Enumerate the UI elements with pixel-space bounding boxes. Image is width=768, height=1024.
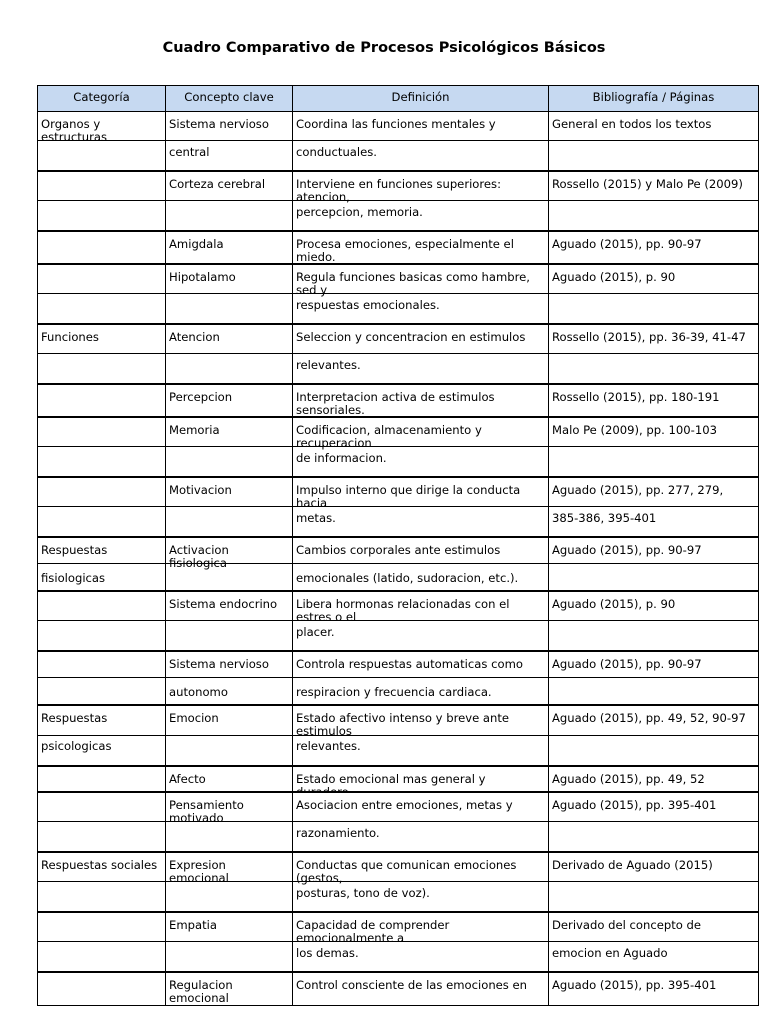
cell-text-con: Emocion bbox=[169, 711, 219, 725]
table-cell bbox=[37, 293, 166, 324]
cell-text-bib: Aguado (2015), pp. 277, 279, bbox=[552, 483, 724, 497]
table-cell bbox=[37, 620, 166, 651]
cell-text-con: Empatia bbox=[169, 918, 217, 932]
cell-text-bib: General en todos los textos bbox=[552, 117, 712, 131]
cell-text-bib: Aguado (2015), pp. 395-401 bbox=[552, 978, 717, 992]
column-header-label: Definición bbox=[391, 90, 450, 104]
cell-text-cat: psicologicas bbox=[41, 738, 112, 753]
cell-text-con: Expresion emocional bbox=[169, 858, 229, 885]
cell-text-bib: 385-386, 395-401 bbox=[552, 510, 657, 525]
cell-text-def: Seleccion y concentracion en estimulos bbox=[296, 330, 526, 344]
table-cell bbox=[37, 766, 166, 792]
cell-text-def: relevantes. bbox=[296, 357, 361, 372]
table-cell bbox=[37, 171, 166, 201]
table-cell bbox=[548, 620, 759, 651]
cell-text-con: autonomo bbox=[169, 684, 228, 699]
table-cell bbox=[37, 140, 166, 171]
cell-text-def: Capacidad de comprender emocionalmente a bbox=[296, 918, 450, 945]
cell-text-def: Estado emocional mas general y bbox=[296, 772, 486, 786]
column-header-label: Bibliografía / Páginas bbox=[592, 90, 715, 104]
cell-text-con: central bbox=[169, 144, 210, 159]
table-cell bbox=[37, 792, 166, 822]
cell-text-def: Impulso interno que dirige la conducta hacia bbox=[296, 483, 521, 510]
table-cell bbox=[37, 972, 166, 1006]
document-title: Cuadro Comparativo de Procesos Psicológicos Básicos bbox=[162, 40, 606, 56]
cell-text-def: Estado afectivo intenso y breve ante estimulos bbox=[296, 711, 510, 738]
cell-text-cat: Respuestas bbox=[41, 543, 108, 557]
cell-text-bib: Aguado (2015), p. 90 bbox=[552, 597, 676, 611]
table-cell bbox=[165, 821, 293, 852]
cell-text-bib: Rossello (2015), pp. 180-191 bbox=[552, 390, 720, 404]
cell-text-def: metas. bbox=[296, 510, 336, 525]
table-cell bbox=[37, 677, 166, 705]
cell-text-cat: Respuestas sociales bbox=[41, 858, 158, 872]
cell-text-bib: Derivado de Aguado (2015) bbox=[552, 858, 713, 872]
table-cell bbox=[165, 200, 293, 231]
cell-text-def: posturas, tono de voz). bbox=[296, 885, 430, 900]
table-cell bbox=[548, 821, 759, 852]
table-cell bbox=[37, 353, 166, 384]
table-cell bbox=[548, 353, 759, 384]
cell-text-def: Procesa emociones, especialmente el miedo. bbox=[296, 237, 514, 264]
table-cell bbox=[37, 417, 166, 447]
table-cell bbox=[37, 506, 166, 537]
cell-text-def: percepcion, memoria. bbox=[296, 204, 423, 219]
cell-text-bib: Aguado (2015), pp. 49, 52 bbox=[552, 772, 705, 786]
cell-text-bib: Aguado (2015), p. 90 bbox=[552, 270, 676, 284]
table-cell bbox=[548, 735, 759, 766]
cell-text-def: relevantes. bbox=[296, 738, 361, 753]
cell-text-def: Codificacion, almacenamiento y recuperacion bbox=[296, 423, 482, 450]
table-cell bbox=[165, 941, 293, 972]
table-cell bbox=[165, 353, 293, 384]
cell-text-con: Hipotalamo bbox=[169, 270, 236, 284]
cell-text-bib: Aguado (2015), pp. 49, 52, 90-97 bbox=[552, 711, 746, 725]
table-cell bbox=[37, 264, 166, 294]
table-cell bbox=[548, 140, 759, 171]
table-cell bbox=[165, 620, 293, 651]
cell-text-def: Control consciente de las emociones en bbox=[296, 978, 528, 992]
cell-text-def: de informacion. bbox=[296, 450, 387, 465]
cell-text-con: Amigdala bbox=[169, 237, 224, 251]
table-cell bbox=[37, 446, 166, 477]
cell-text-bib: Aguado (2015), pp. 90-97 bbox=[552, 657, 702, 671]
table-cell bbox=[37, 881, 166, 912]
table-cell bbox=[165, 881, 293, 912]
cell-text-bib: Derivado del concepto de bbox=[552, 918, 702, 932]
cell-text-con: Corteza cerebral bbox=[169, 177, 266, 191]
table-cell bbox=[165, 446, 293, 477]
cell-text-def: respuestas emocionales. bbox=[296, 297, 440, 312]
cell-text-con: Atencion bbox=[169, 330, 220, 344]
cell-text-bib: Rossello (2015), pp. 36-39, 41-47 bbox=[552, 330, 746, 344]
cell-text-def: Controla respuestas automaticas como bbox=[296, 657, 523, 671]
table-cell bbox=[548, 446, 759, 477]
table-cell bbox=[37, 231, 166, 264]
table-cell bbox=[165, 293, 293, 324]
cell-text-def: placer. bbox=[296, 624, 335, 639]
cell-text-def: Regula funciones basicas como hambre, sed y bbox=[296, 270, 530, 297]
cell-text-con: Percepcion bbox=[169, 390, 233, 404]
cell-text-con: Memoria bbox=[169, 423, 220, 437]
cell-text-bib: Aguado (2015), pp. 395-401 bbox=[552, 798, 717, 812]
table-cell bbox=[37, 384, 166, 417]
cell-text-con: Pensamiento motivado bbox=[169, 798, 244, 825]
cell-text-def: Conductas que comunican emociones (gestos, bbox=[296, 858, 517, 885]
table-cell bbox=[548, 293, 759, 324]
column-header-label: Concepto clave bbox=[184, 90, 274, 104]
cell-text-bib: Aguado (2015), pp. 90-97 bbox=[552, 543, 702, 557]
cell-text-def: Libera hormonas relacionadas con el estres o el bbox=[296, 597, 510, 624]
cell-text-def: Interviene en funciones superiores: atencion, bbox=[296, 177, 501, 204]
cell-text-con: Sistema nervioso bbox=[169, 117, 269, 131]
cell-text-cat: Funciones bbox=[41, 330, 99, 344]
cell-text-def: Interpretacion activa de estimulos sensoriales. bbox=[296, 390, 495, 417]
table-cell bbox=[548, 881, 759, 912]
table-cell bbox=[37, 591, 166, 621]
cell-text-cat: Respuestas bbox=[41, 711, 108, 725]
table-cell bbox=[165, 506, 293, 537]
cell-text-def: respiracion y frecuencia cardiaca. bbox=[296, 684, 492, 699]
cell-text-con: Regulacion emocional bbox=[169, 978, 233, 1005]
table-cell bbox=[37, 200, 166, 231]
cell-text-def: Asociacion entre emociones, metas y bbox=[296, 798, 513, 812]
cell-text-def: Coordina las funciones mentales y bbox=[296, 117, 496, 131]
cell-text-cat: fisiologicas bbox=[41, 570, 106, 585]
cell-text-def: Cambios corporales ante estimulos bbox=[296, 543, 501, 557]
table-cell bbox=[37, 941, 166, 972]
cell-text-con: Sistema nervioso bbox=[169, 657, 269, 671]
cell-text-bib: Malo Pe (2009), pp. 100-103 bbox=[552, 423, 717, 437]
cell-text-def: conductuales. bbox=[296, 144, 377, 159]
cell-text-con: Motivacion bbox=[169, 483, 232, 497]
table-cell bbox=[165, 735, 293, 766]
cell-text-bib: Aguado (2015), pp. 90-97 bbox=[552, 237, 702, 251]
cell-text-def: emocionales (latido, sudoracion, etc.). bbox=[296, 570, 519, 585]
cell-text-con: Afecto bbox=[169, 772, 206, 786]
table-cell bbox=[548, 563, 759, 591]
cell-text-con: Activacion fisiologica bbox=[169, 543, 229, 570]
cell-text-cat: Organos y estructuras bbox=[41, 117, 108, 144]
cell-text-def: los demas. bbox=[296, 945, 359, 960]
table-cell bbox=[37, 651, 166, 678]
cell-text-bib: emocion en Aguado bbox=[552, 945, 668, 960]
column-header-label: Categoría bbox=[73, 90, 130, 104]
table-cell bbox=[37, 912, 166, 942]
table-cell bbox=[548, 677, 759, 705]
cell-text-def: razonamiento. bbox=[296, 825, 380, 840]
cell-text-con: Sistema endocrino bbox=[169, 597, 278, 611]
cell-text-bib: Rossello (2015) y Malo Pe (2009) bbox=[552, 177, 743, 191]
table-cell bbox=[37, 477, 166, 507]
table-cell bbox=[548, 200, 759, 231]
table-cell bbox=[37, 821, 166, 852]
